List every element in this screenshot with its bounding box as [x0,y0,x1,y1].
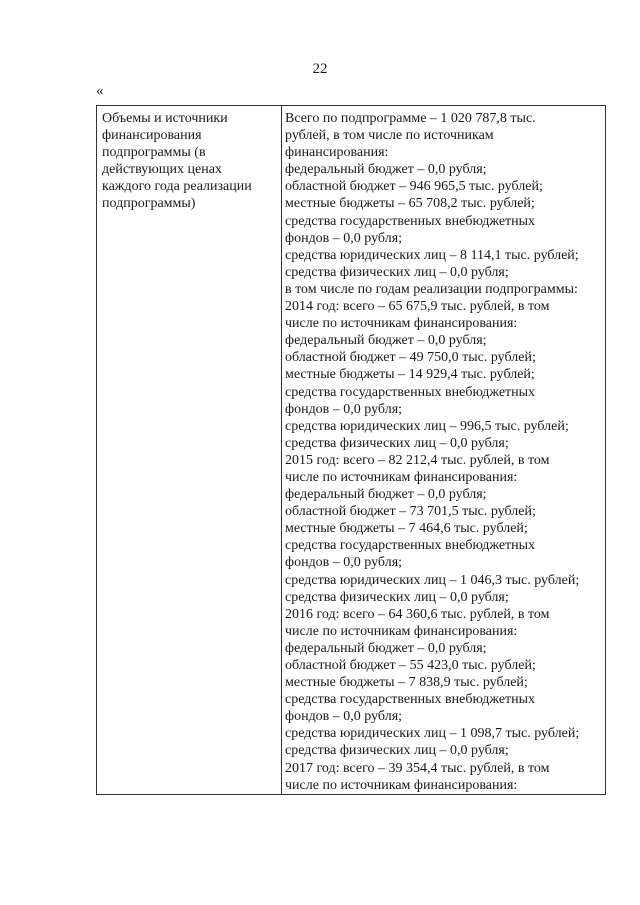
text-line: местные бюджеты – 7 838,9 тыс. рублей; [285,675,528,691]
text-line: областной бюджет – 55 423,0 тыс. рублей; [285,658,536,673]
text-line: в том числе по годам реализации подпрограммы: [285,281,578,297]
text-line: федеральный бюджет – 0,0 рубля; [285,487,487,503]
text-line: средства юридических лиц – 1 046,3 тыс. рублей; [285,572,580,588]
text-line: числе по источникам финансирования: [285,469,518,485]
text-line: Всего по подпрограмме – 1 020 787,8 тыс. [285,111,536,126]
text-line: числе по источникам финансирования: [285,777,518,793]
text-line: федеральный бюджет – 0,0 рубля; [285,162,487,178]
financing-table [96,105,606,795]
text-line: средства физических лиц – 0,0 рубля; [285,743,509,759]
text-line: областной бюджет – 49 750,0 тыс. рублей; [285,350,536,366]
text-line: местные бюджеты – 14 929,4 тыс. рублей; [285,367,535,383]
text-line: федеральный бюджет – 0,0 рубля; [285,333,487,349]
text-line: федеральный бюджет – 0,0 рубля; [285,640,487,656]
text-line: средства юридических лиц – 996,5 тыс. рублей; [285,418,569,434]
text-line: средства государственных внебюджетных [285,384,536,400]
text-line: фондов – 0,0 рубля; [285,709,403,725]
text-line: средства государственных внебюджетных [285,538,536,554]
financing-text [282,106,605,794]
table-row [97,106,606,795]
text-line: местные бюджеты – 7 464,6 тыс. рублей; [285,521,528,537]
text-line: 2016 год: всего – 64 360,6 тыс. рублей, в том [285,606,550,622]
text-line: фондов – 0,0 рубля; [285,230,403,246]
text-line: областной бюджет – 73 701,5 тыс. рублей; [285,504,536,520]
text-line: финансирования: [285,145,389,161]
text-line: областной бюджет – 946 965,5 тыс. рублей; [285,179,543,195]
text-line: фондов – 0,0 рубля; [285,555,403,571]
text-line: средства физических лиц – 0,0 рубля; [285,589,509,605]
text-line: рублей, в том числе по источникам [285,128,494,144]
text-line: средства государственных внебюджетных [285,692,536,708]
value-cell [282,106,606,795]
text-line: фондов – 0,0 рубля; [285,401,403,417]
text-line: числе по источникам финансирования: [285,623,518,639]
text-line: средства физических лиц – 0,0 рубля; [285,435,509,451]
text-line: 2014 год: всего – 65 675,9 тыс. рублей, в том [285,299,550,315]
page-number: 22 [312,61,328,77]
text-line: числе по источникам финансирования: [285,316,518,332]
text-line: местные бюджеты – 65 708,2 тыс. рублей; [285,196,535,212]
text-line: средства физических лиц – 0,0 рубля; [285,264,509,280]
label-cell [97,106,282,795]
text-line: 2015 год: всего – 82 212,4 тыс. рублей, в том [285,452,550,468]
opening-quote-mark: « [96,83,104,99]
row-label: Объемы и источники финансирования подпрограммы (в действующих ценах каждого года реализации подпрограммы) [102,111,252,212]
text-line: средства государственных внебюджетных [285,213,536,229]
text-line: средства юридических лиц – 1 098,7 тыс. рублей; [285,726,580,742]
text-line: средства юридических лиц – 8 114,1 тыс. рублей; [285,247,579,263]
text-line: 2017 год: всего – 39 354,4 тыс. рублей, в том [285,760,550,776]
